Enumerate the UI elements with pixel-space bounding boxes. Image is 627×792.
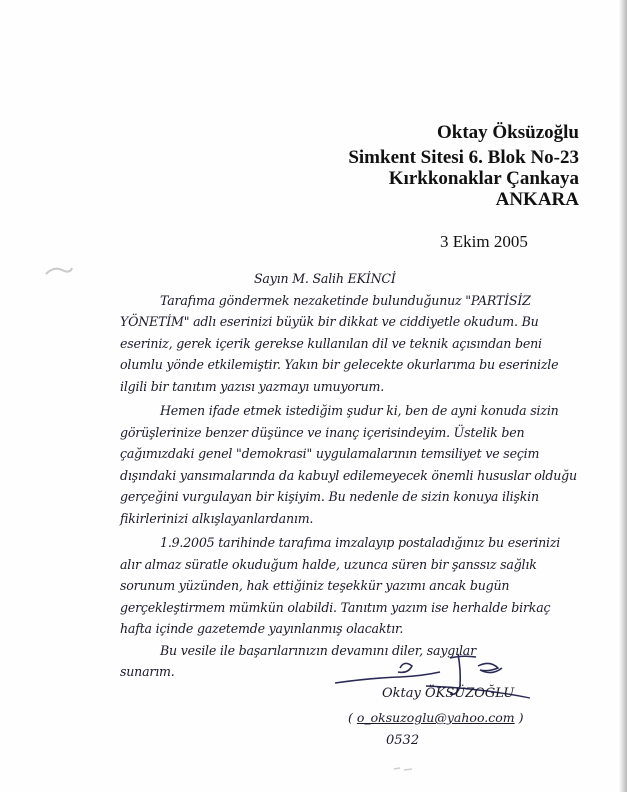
sender-address-line2: Kırkkonaklar Çankaya [388,168,579,189]
letter-line: YÖNETİM" adlı eserinizi büyük bir dikkat ve ciddiyetle okudum. Bu [120,314,539,329]
letter-line: alır almaz süratle okuduğum halde, uzunca süren bir şanssız sağlık [120,556,537,572]
letter-line: gerçekleştirmem mümkün olabildi. Tanıtım yazım ise herhalde birkaç [120,599,551,615]
email-address: o_oksuzoglu@yahoo.com [356,710,515,725]
signature-email [348,710,523,725]
letter-line: Hemen ifade etmek istediğim şudur ki, ben de ayni konuda sizin [160,403,559,418]
scan-smudge-mark [44,264,74,278]
letter-line: dışındaki yansımalarında da kabuyl edilemeyecek önemli hususlar olduğu [120,467,577,483]
letter-line: gerçeğini vurgulayan bir kişiyim. Bu nedenle de sizin konuya ilişkin [120,489,539,504]
scan-speck [392,764,416,774]
letter-line: Tarafıma göndermek nezaketinde bulunduğunuz "PARTİSİZ [160,292,531,308]
signature-phone: 0532 [386,733,420,748]
letter-line: 1.9.2005 tarihinde tarafıma imzalayıp postaladığınız bu eserinizi [160,535,561,550]
email-open-paren: ( [348,710,357,725]
letter-body [120,268,590,683]
letter-line: görüşlerinize benzer düşünce ve inanç içerisindeyim. Üstelik ben [120,424,525,440]
letter-line: çağımızdaki genel "demokrasi" uygulamalarının temsiliyet ve seçim [120,446,540,461]
letter-line: hafta içinde gazetemde yayınlanmış olacaktır. [120,621,404,636]
letter-greeting: Sayın M. Salih EKİNCİ [254,271,396,286]
sender-name: Oktay Öksüzoğlu [436,122,579,143]
letter-line: olumlu yönde etkilemiştir. Yakın bir gelecekte okurlarıma bu eserinizle [120,357,559,372]
letter-line: Bu vesile ile başarılarınızın devamını diler, saygılar [160,642,476,658]
letter-date: 3 Ekim 2005 [440,232,528,251]
letter-line: sorunum yüzünden, hak ettiğiniz teşekkür yazımı ancak bugün [120,578,510,593]
scan-edge-shadow [619,0,627,792]
letter-line: eseriniz, gerek içerik gerekse kullanılan dil ve teknik açısından beni [120,335,542,351]
sender-city: ANKARA [495,189,579,210]
sender-address-line1: Simkent Sitesi 6. Blok No-23 [348,147,579,168]
letter-line: ilgili bir tanıtım yazısı yazmayı umuyorum. [120,378,385,394]
letter-line: fikirlerinizi alkışlayanlardanım. [120,510,314,526]
signature-name: Oktay ÖKSÜZOĞLU [382,686,515,701]
email-close-paren: ) [514,710,524,725]
letter-line: sunarım. [120,664,175,679]
